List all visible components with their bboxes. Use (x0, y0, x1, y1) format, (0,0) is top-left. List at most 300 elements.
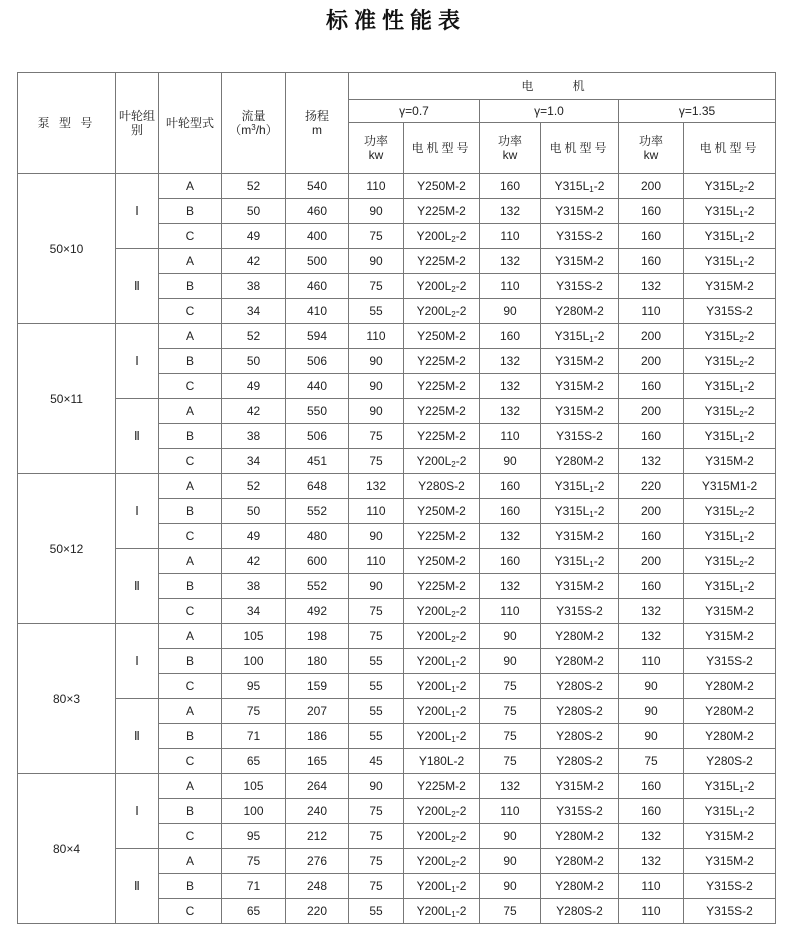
head-cell: 480 (286, 524, 349, 549)
power-135-cell: 132 (619, 849, 684, 874)
flow-cell: 65 (222, 749, 286, 774)
motor-135-cell: $Y315L_1-2$ (684, 374, 776, 399)
power-07-cell: 75 (349, 849, 404, 874)
motor-10-cell: Y280S-2 (541, 749, 619, 774)
head-cell: 648 (286, 474, 349, 499)
flow-cell: 95 (222, 824, 286, 849)
impeller-type-cell: A (159, 624, 222, 649)
motor-135-cell: $Y315L_1-2$ (684, 524, 776, 549)
impeller-type-cell: C (159, 824, 222, 849)
power-135-cell: 110 (619, 299, 684, 324)
motor-07-cell: $Y200L_1-2$ (404, 874, 480, 899)
flow-cell: 42 (222, 249, 286, 274)
impeller-type-cell: B (159, 574, 222, 599)
motor-135-cell: $Y315L_2-2$ (684, 399, 776, 424)
motor-135-cell: Y315M-2 (684, 849, 776, 874)
head-cell: 198 (286, 624, 349, 649)
header-gamma-2: γ=1.0 (480, 100, 619, 123)
power-10-cell: 160 (480, 474, 541, 499)
motor-07-cell: Y225M-2 (404, 349, 480, 374)
impeller-type-cell: A (159, 774, 222, 799)
motor-135-cell: Y280S-2 (684, 749, 776, 774)
head-cell: 400 (286, 224, 349, 249)
power-10-cell: 132 (480, 399, 541, 424)
motor-07-cell: Y280S-2 (404, 474, 480, 499)
motor-10-cell: Y280M-2 (541, 649, 619, 674)
power-07-cell: 90 (349, 774, 404, 799)
head-cell: 220 (286, 899, 349, 924)
impeller-group-cell: Ⅱ (116, 699, 159, 774)
flow-cell: 38 (222, 424, 286, 449)
impeller-type-cell: B (159, 499, 222, 524)
header-head-unit: m (312, 123, 322, 137)
power-07-cell: 55 (349, 699, 404, 724)
head-cell: 540 (286, 174, 349, 199)
header-motor-model-2: 电机型号 (541, 123, 619, 174)
pump-model-cell: 80×4 (18, 774, 116, 924)
head-cell: 180 (286, 649, 349, 674)
power-07-cell: 75 (349, 224, 404, 249)
motor-135-cell: Y315M1-2 (684, 474, 776, 499)
motor-07-cell: $Y200L_2-2$ (404, 624, 480, 649)
power-135-cell: 160 (619, 799, 684, 824)
power-10-cell: 90 (480, 874, 541, 899)
flow-cell: 34 (222, 449, 286, 474)
power-10-cell: 160 (480, 549, 541, 574)
table-row (18, 249, 776, 274)
pump-model-cell: 80×3 (18, 624, 116, 774)
power-10-cell: 132 (480, 199, 541, 224)
flow-cell: 95 (222, 674, 286, 699)
motor-135-cell: Y315M-2 (684, 449, 776, 474)
head-cell: 410 (286, 299, 349, 324)
power-10-cell: 132 (480, 524, 541, 549)
performance-table (17, 72, 776, 924)
power-135-cell: 132 (619, 599, 684, 624)
motor-10-cell: $Y315L_1-2$ (541, 499, 619, 524)
motor-135-cell: Y315S-2 (684, 874, 776, 899)
flow-cell: 42 (222, 549, 286, 574)
flow-cell: 52 (222, 324, 286, 349)
power-135-cell: 132 (619, 824, 684, 849)
power-07-cell: 75 (349, 599, 404, 624)
flow-cell: 42 (222, 399, 286, 424)
flow-cell: 50 (222, 499, 286, 524)
motor-10-cell: Y280S-2 (541, 724, 619, 749)
motor-07-cell: $Y200L_2-2$ (404, 849, 480, 874)
power-10-cell: 110 (480, 599, 541, 624)
head-cell: 500 (286, 249, 349, 274)
motor-10-cell: Y315M-2 (541, 399, 619, 424)
table-row (18, 774, 776, 799)
power-135-cell: 200 (619, 324, 684, 349)
table-row (18, 474, 776, 499)
power-07-cell: 90 (349, 574, 404, 599)
power-10-cell: 90 (480, 649, 541, 674)
motor-10-cell: Y315M-2 (541, 524, 619, 549)
motor-07-cell: Y180L-2 (404, 749, 480, 774)
motor-10-cell: $Y315L_1-2$ (541, 324, 619, 349)
power-07-cell: 90 (349, 374, 404, 399)
power-135-cell: 75 (619, 749, 684, 774)
flow-cell: 105 (222, 774, 286, 799)
impeller-type-cell: C (159, 674, 222, 699)
power-10-cell: 75 (480, 724, 541, 749)
power-10-cell: 132 (480, 249, 541, 274)
motor-10-cell: Y280M-2 (541, 449, 619, 474)
motor-07-cell: Y250M-2 (404, 174, 480, 199)
flow-cell: 100 (222, 799, 286, 824)
header-flow-label: 流量 (241, 109, 266, 123)
power-07-cell: 55 (349, 299, 404, 324)
motor-10-cell: $Y315L_1-2$ (541, 174, 619, 199)
power-135-cell: 160 (619, 199, 684, 224)
power-07-cell: 55 (349, 674, 404, 699)
impeller-type-cell: C (159, 899, 222, 924)
motor-10-cell: Y280M-2 (541, 824, 619, 849)
flow-cell: 75 (222, 699, 286, 724)
head-cell: 594 (286, 324, 349, 349)
head-cell: 240 (286, 799, 349, 824)
motor-135-cell: Y315M-2 (684, 274, 776, 299)
head-cell: 276 (286, 849, 349, 874)
motor-135-cell: $Y315L_1-2$ (684, 249, 776, 274)
motor-07-cell: Y225M-2 (404, 774, 480, 799)
header-motor-model-3: 电机型号 (684, 123, 776, 174)
power-135-cell: 160 (619, 774, 684, 799)
impeller-group-cell: Ⅱ (116, 849, 159, 924)
power-07-cell: 45 (349, 749, 404, 774)
flow-cell: 49 (222, 224, 286, 249)
power-07-cell: 75 (349, 274, 404, 299)
head-cell: 440 (286, 374, 349, 399)
power-07-cell: 90 (349, 249, 404, 274)
motor-135-cell: $Y315L_2-2$ (684, 549, 776, 574)
impeller-type-cell: A (159, 249, 222, 274)
power-07-cell: 110 (349, 549, 404, 574)
impeller-type-cell: A (159, 324, 222, 349)
power-10-cell: 90 (480, 824, 541, 849)
power-07-cell: 55 (349, 899, 404, 924)
power-135-cell: 132 (619, 449, 684, 474)
power-10-cell: 90 (480, 449, 541, 474)
impeller-type-cell: B (159, 799, 222, 824)
power-10-cell: 90 (480, 624, 541, 649)
head-cell: 460 (286, 199, 349, 224)
power-07-cell: 110 (349, 174, 404, 199)
motor-135-cell: Y315S-2 (684, 649, 776, 674)
table-row (18, 849, 776, 874)
head-cell: 460 (286, 274, 349, 299)
power-135-cell: 220 (619, 474, 684, 499)
power-135-cell: 132 (619, 624, 684, 649)
power-10-cell: 110 (480, 224, 541, 249)
impeller-type-cell: C (159, 224, 222, 249)
power-10-cell: 110 (480, 274, 541, 299)
motor-135-cell: $Y315L_1-2$ (684, 799, 776, 824)
flow-cell: 50 (222, 199, 286, 224)
motor-10-cell: Y280S-2 (541, 899, 619, 924)
motor-10-cell: Y315S-2 (541, 799, 619, 824)
flow-cell: 49 (222, 374, 286, 399)
head-cell: 506 (286, 349, 349, 374)
impeller-type-cell: C (159, 374, 222, 399)
motor-07-cell: $Y200L_1-2$ (404, 899, 480, 924)
header-gamma-1: γ=0.7 (349, 100, 480, 123)
head-cell: 186 (286, 724, 349, 749)
motor-07-cell: Y225M-2 (404, 399, 480, 424)
motor-10-cell: Y315S-2 (541, 274, 619, 299)
motor-135-cell: $Y315L_1-2$ (684, 224, 776, 249)
power-10-cell: 132 (480, 774, 541, 799)
flow-cell: 49 (222, 524, 286, 549)
motor-07-cell: Y250M-2 (404, 549, 480, 574)
power-10-cell: 132 (480, 349, 541, 374)
power-10-cell: 132 (480, 574, 541, 599)
flow-cell: 65 (222, 899, 286, 924)
header-row-1 (18, 73, 776, 100)
motor-10-cell: Y280S-2 (541, 674, 619, 699)
power-07-cell: 75 (349, 824, 404, 849)
power-10-cell: 132 (480, 374, 541, 399)
power-07-cell: 75 (349, 799, 404, 824)
power-10-cell: 75 (480, 674, 541, 699)
power-10-cell: 90 (480, 299, 541, 324)
power-135-cell: 160 (619, 374, 684, 399)
head-cell: 159 (286, 674, 349, 699)
impeller-type-cell: B (159, 649, 222, 674)
impeller-group-cell: Ⅱ (116, 399, 159, 474)
motor-07-cell: Y250M-2 (404, 324, 480, 349)
motor-10-cell: $Y315L_1-2$ (541, 549, 619, 574)
motor-10-cell: Y315S-2 (541, 224, 619, 249)
power-135-cell: 200 (619, 549, 684, 574)
impeller-type-cell: C (159, 524, 222, 549)
head-cell: 600 (286, 549, 349, 574)
motor-135-cell: $Y315L_1-2$ (684, 774, 776, 799)
motor-135-cell: $Y315L_1-2$ (684, 424, 776, 449)
header-impeller-type: 叶轮型式 (159, 73, 222, 174)
impeller-type-cell: A (159, 549, 222, 574)
power-135-cell: 110 (619, 874, 684, 899)
motor-135-cell: $Y315L_2-2$ (684, 324, 776, 349)
impeller-type-cell: C (159, 599, 222, 624)
head-cell: 506 (286, 424, 349, 449)
header-power-2: 功率 kw (480, 123, 541, 174)
head-cell: 552 (286, 499, 349, 524)
motor-10-cell: Y315M-2 (541, 774, 619, 799)
pump-model-cell: 50×11 (18, 324, 116, 474)
motor-10-cell: Y315S-2 (541, 424, 619, 449)
power-135-cell: 160 (619, 249, 684, 274)
impeller-type-cell: B (159, 724, 222, 749)
power-07-cell: 110 (349, 499, 404, 524)
power-135-cell: 132 (619, 274, 684, 299)
power-135-cell: 90 (619, 699, 684, 724)
impeller-type-cell: C (159, 299, 222, 324)
motor-07-cell: Y225M-2 (404, 199, 480, 224)
impeller-group-cell: Ⅰ (116, 774, 159, 849)
motor-10-cell: Y280M-2 (541, 624, 619, 649)
power-10-cell: 160 (480, 174, 541, 199)
impeller-group-cell: Ⅰ (116, 324, 159, 399)
power-10-cell: 160 (480, 324, 541, 349)
flow-cell: 52 (222, 174, 286, 199)
power-10-cell: 75 (480, 749, 541, 774)
motor-07-cell: $Y200L_1-2$ (404, 699, 480, 724)
motor-07-cell: $Y200L_2-2$ (404, 799, 480, 824)
power-07-cell: 75 (349, 424, 404, 449)
impeller-type-cell: A (159, 849, 222, 874)
header-gamma-3: γ=1.35 (619, 100, 776, 123)
flow-cell: 100 (222, 649, 286, 674)
pump-model-cell: 50×10 (18, 174, 116, 324)
motor-07-cell: $Y200L_2-2$ (404, 449, 480, 474)
impeller-type-cell: B (159, 199, 222, 224)
impeller-group-cell: Ⅰ (116, 474, 159, 549)
power-135-cell: 110 (619, 899, 684, 924)
power-07-cell: 55 (349, 649, 404, 674)
motor-10-cell: Y315M-2 (541, 249, 619, 274)
table-row (18, 399, 776, 424)
head-cell: 492 (286, 599, 349, 624)
motor-135-cell: Y315M-2 (684, 624, 776, 649)
head-cell: 264 (286, 774, 349, 799)
header-motor-model-1: 电机型号 (404, 123, 480, 174)
power-135-cell: 90 (619, 724, 684, 749)
motor-07-cell: Y225M-2 (404, 524, 480, 549)
impeller-type-cell: B (159, 349, 222, 374)
motor-10-cell: Y315S-2 (541, 599, 619, 624)
motor-135-cell: Y315S-2 (684, 299, 776, 324)
motor-135-cell: $Y315L_2-2$ (684, 174, 776, 199)
power-135-cell: 200 (619, 349, 684, 374)
power-07-cell: 90 (349, 399, 404, 424)
motor-07-cell: $Y200L_2-2$ (404, 599, 480, 624)
motor-10-cell: Y315M-2 (541, 374, 619, 399)
motor-10-cell: $Y315L_1-2$ (541, 474, 619, 499)
motor-135-cell: $Y315L_1-2$ (684, 199, 776, 224)
impeller-type-cell: A (159, 399, 222, 424)
flow-cell: 38 (222, 274, 286, 299)
motor-07-cell: Y225M-2 (404, 574, 480, 599)
motor-07-cell: Y250M-2 (404, 499, 480, 524)
page-title: 标准性能表 (325, 8, 466, 34)
impeller-type-cell: B (159, 874, 222, 899)
table-row (18, 324, 776, 349)
flow-cell: 50 (222, 349, 286, 374)
motor-135-cell: Y280M-2 (684, 699, 776, 724)
motor-07-cell: $Y200L_2-2$ (404, 824, 480, 849)
table-row (18, 624, 776, 649)
motor-135-cell: $Y315L_2-2$ (684, 499, 776, 524)
head-cell: 552 (286, 574, 349, 599)
motor-135-cell: Y280M-2 (684, 674, 776, 699)
motor-135-cell: Y315M-2 (684, 824, 776, 849)
flow-cell: 75 (222, 849, 286, 874)
motor-135-cell: Y315M-2 (684, 599, 776, 624)
header-motor: 电 机 (349, 73, 776, 100)
motor-135-cell: $Y315L_2-2$ (684, 349, 776, 374)
table-row (18, 549, 776, 574)
header-head (286, 73, 349, 174)
header-power-1: 功率 kw (349, 123, 404, 174)
power-10-cell: 75 (480, 699, 541, 724)
motor-07-cell: $Y200L_1-2$ (404, 724, 480, 749)
impeller-group-cell: Ⅱ (116, 549, 159, 624)
impeller-group-cell: Ⅰ (116, 174, 159, 249)
power-135-cell: 160 (619, 574, 684, 599)
motor-10-cell: Y280M-2 (541, 299, 619, 324)
impeller-type-cell: A (159, 474, 222, 499)
power-07-cell: 75 (349, 449, 404, 474)
flow-cell: 34 (222, 299, 286, 324)
table-row (18, 174, 776, 199)
power-10-cell: 90 (480, 849, 541, 874)
motor-10-cell: Y280S-2 (541, 699, 619, 724)
flow-cell: 38 (222, 574, 286, 599)
power-10-cell: 110 (480, 799, 541, 824)
impeller-type-cell: A (159, 174, 222, 199)
power-135-cell: 160 (619, 424, 684, 449)
flow-cell: 52 (222, 474, 286, 499)
motor-07-cell: Y225M-2 (404, 249, 480, 274)
table-body (18, 73, 776, 924)
power-07-cell: 55 (349, 724, 404, 749)
header-pump-model: 泵 型 号 (18, 73, 116, 174)
impeller-type-cell: B (159, 424, 222, 449)
motor-10-cell: Y280M-2 (541, 874, 619, 899)
flow-cell: 105 (222, 624, 286, 649)
table-row (18, 699, 776, 724)
flow-cell: 71 (222, 724, 286, 749)
head-cell: 550 (286, 399, 349, 424)
motor-07-cell: $Y200L_1-2$ (404, 649, 480, 674)
flow-cell: 71 (222, 874, 286, 899)
motor-07-cell: Y225M-2 (404, 424, 480, 449)
motor-135-cell: $Y315L_1-2$ (684, 574, 776, 599)
power-135-cell: 200 (619, 174, 684, 199)
head-cell: 248 (286, 874, 349, 899)
head-cell: 212 (286, 824, 349, 849)
power-07-cell: 90 (349, 199, 404, 224)
head-cell: 451 (286, 449, 349, 474)
motor-10-cell: Y315M-2 (541, 199, 619, 224)
motor-07-cell: $Y200L_2-2$ (404, 274, 480, 299)
power-10-cell: 160 (480, 499, 541, 524)
header-impeller-group: 叶轮组别 (116, 73, 159, 174)
flow-cell: 34 (222, 599, 286, 624)
motor-10-cell: Y280M-2 (541, 849, 619, 874)
motor-07-cell: $Y200L_1-2$ (404, 674, 480, 699)
motor-10-cell: Y315M-2 (541, 574, 619, 599)
power-07-cell: 90 (349, 349, 404, 374)
impeller-type-cell: B (159, 274, 222, 299)
power-135-cell: 110 (619, 649, 684, 674)
power-07-cell: 75 (349, 874, 404, 899)
power-07-cell: 75 (349, 624, 404, 649)
pump-model-cell: 50×12 (18, 474, 116, 624)
header-power-3: 功率 kw (619, 123, 684, 174)
motor-135-cell: Y280M-2 (684, 724, 776, 749)
impeller-type-cell: C (159, 449, 222, 474)
impeller-type-cell: C (159, 749, 222, 774)
motor-07-cell: $Y200L_2-2$ (404, 224, 480, 249)
head-cell: 207 (286, 699, 349, 724)
impeller-group-cell: Ⅰ (116, 624, 159, 699)
head-cell: 165 (286, 749, 349, 774)
power-07-cell: 132 (349, 474, 404, 499)
